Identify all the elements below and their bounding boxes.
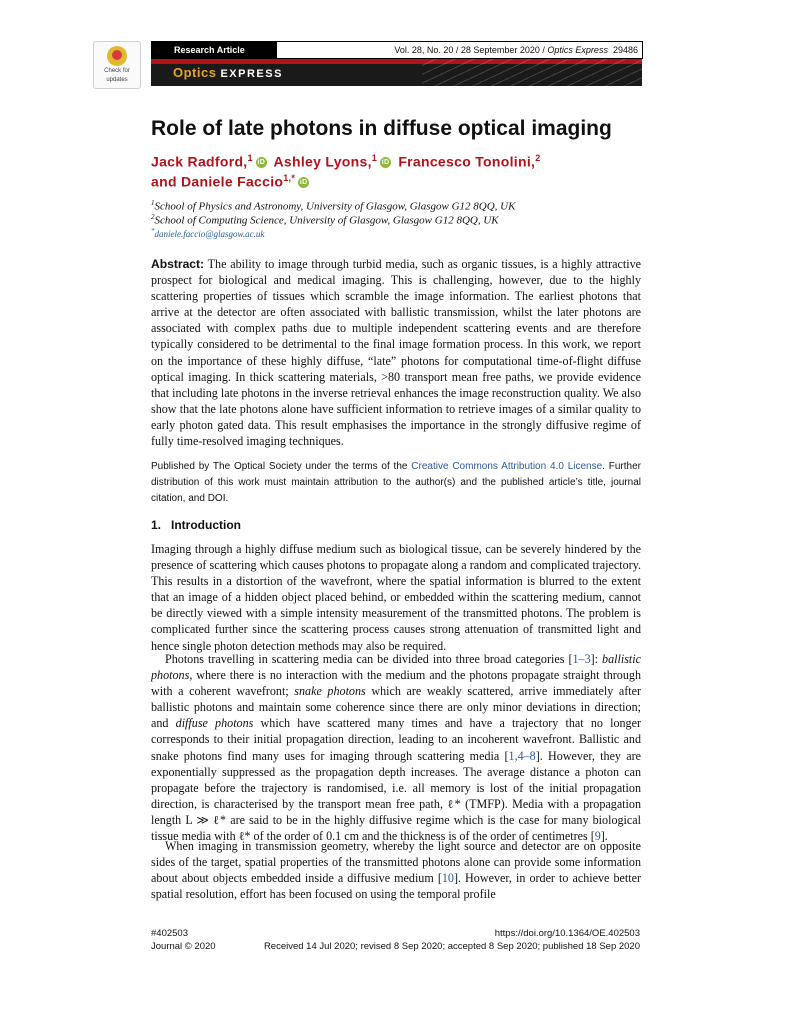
journal-banner	[151, 59, 642, 86]
journal-info	[394, 42, 638, 58]
p2-text: ]. However, they are exponentially suppressed as the propagation depth increases. The average distance a photon can propagate before the trajectory is randomised, i.e. all memory is lost of the initial propagation direction, is characterised by the transport mean free path, ℓ* (TMFP). Media with a propagation length L ≫ ℓ* are said to be in the highly diffusive regime which is the case for many biological tissue media with ℓ* of the order of 0.1 cm and the thickness is of the order of centimetres [	[151, 748, 641, 844]
author-sup: 1	[247, 153, 253, 163]
p2-text: ].	[600, 829, 608, 844]
p2-text: ]:	[590, 652, 603, 666]
header-bar	[151, 41, 643, 59]
author-name: Daniele Faccio	[181, 173, 284, 190]
p3-text: ]. However, in order to achieve better spatial resolution, effort has been focused on using the temporal profile	[151, 871, 641, 902]
paragraph-1: Imaging through a highly diffuse medium such as biological tissue, can be severely hindered by the presence of scattering which causes photons to propagate along a random and complicated trajectory. This results in a distortion of the wavefront, where the spatial information is blurred to the extent that an image of a hidden object placed behind, or embedded within the scattering medium, cannot be directly viewed with a simple intensity measurement of the transmitted photons. The problem is complicated further since the scattering process causes strong attenuation of transmitted light and hence single photon detection methods may also be required.	[151, 542, 641, 653]
email-text: daniele.faccio@glasgow.ac.uk	[154, 229, 265, 239]
license-link[interactable]: Creative Commons Attribution 4.0 License	[411, 461, 603, 472]
citation-link[interactable]: 1,4–8	[508, 748, 536, 763]
citation-link[interactable]: 10	[441, 871, 454, 886]
affiliation-1	[151, 199, 515, 213]
aff-num: 1	[151, 199, 155, 207]
badge-text-1: Check for	[104, 68, 130, 74]
footer-journal: Journal © 2020	[151, 941, 216, 952]
section-heading-text: 1. Introduction	[151, 518, 241, 532]
paper-title: Role of late photons in diffuse optical imaging	[151, 117, 612, 140]
footer-doi[interactable]: https://doi.org/10.1364/OE.402503	[494, 928, 640, 939]
journal-logo	[173, 65, 283, 80]
paragraph-2	[151, 651, 641, 844]
aff-text: School of Physics and Astronomy, University of Glasgow, Glasgow G12 8QQ, UK	[154, 200, 516, 213]
license-statement	[151, 459, 641, 507]
p3-text: When imaging in transmission geometry, whereby the light source and detector are on opposite sides of the target, spatial properties of the transmitted photons alone can provide some information about about objects embedded inside a diffusive medium [	[151, 839, 641, 886]
p2-italic: diffuse photons	[175, 716, 254, 731]
orcid-icon[interactable]: iD	[299, 179, 308, 187]
p2-italic: ballistic photons	[151, 652, 641, 683]
article-type: Research Article	[152, 42, 277, 58]
footer-id: #402503	[151, 928, 188, 939]
authors-line-1	[151, 153, 541, 170]
orcid-icon[interactable]: iD	[381, 159, 390, 167]
banner-streaks	[422, 59, 642, 86]
authors-line-2	[151, 173, 312, 190]
p2-italic: snake photons	[294, 684, 366, 699]
section-heading	[151, 518, 241, 532]
author-name: Francesco Tonolini,	[398, 153, 536, 170]
orcid-icon[interactable]: iD	[257, 159, 266, 167]
author-sup: 1,*	[283, 173, 296, 183]
abstract	[151, 256, 641, 449]
abstract-label: Abstract:	[151, 257, 205, 271]
author-sup: 1	[371, 153, 378, 163]
email-mark: *	[151, 227, 155, 235]
author-name: Ashley Lyons,	[273, 153, 372, 170]
badge-text-2: updates	[106, 77, 128, 83]
abstract-text: The ability to image through turbid media, such as organic tissues, is a highly attractive prospect for biological and medical imaging. This is challenging, however, due to the highly scattering properties of tissues which scramble the image information. The earliest photons that arrive at the detector are often associated with ballistic transmission, whilst the later photons are associated with complex paths due to multiple independent scattering events and are therefore typically considered to be detrimental to the final image formation process. In this work, we report on the importance of these highly diffuse, “late” photons for computational time-of-flight diffuse optical imaging. In thick scattering materials, >80 transport mean free paths, we provide evidence that including late photons in the inverse retrieval enhances the image reconstruction quality. We also show that the late photons alone have sufficient information to retrieve images of a similar quality to early photon gated data. This result emphasises the importance in the strongly diffusive regime of fully time-resolved imaging techniques.	[151, 257, 642, 449]
author-sup: 2	[535, 153, 541, 163]
check-for-updates-badge[interactable]	[93, 41, 141, 89]
license-suffix: . Further distribution of this work must maintain attribution to the author(s) and the published article’s title, journal citation, and DOI.	[151, 461, 641, 504]
affiliation-2	[151, 213, 499, 227]
license-prefix: Published by The Optical Society under the terms of the	[151, 461, 412, 472]
logo-optics: Optics	[173, 65, 217, 80]
journal-info-prefix: Vol. 28, No. 20 / 28 September 2020 /	[394, 45, 548, 55]
page-number: 29486	[612, 45, 638, 55]
p2-text: which are weakly scattered, arrive immediately after ballistic photons and maintain some coherence since there are only minor deviations in direction; and	[151, 684, 641, 731]
paragraph-3	[151, 838, 641, 902]
crossmark-icon	[107, 46, 127, 66]
p2-text: Photons travelling in scattering media can be divided into three broad categories [	[165, 652, 573, 666]
p2-text: , where there is no interaction with the medium and the photons propagate straight through with a coherent wavefront;	[151, 668, 641, 699]
footer-dates: Received 14 Jul 2020; revised 8 Sep 2020; accepted 8 Sep 2020; published 18 Sep 2020	[263, 941, 640, 952]
logo-express: EXPRESS	[220, 68, 283, 80]
citation-link[interactable]: 1–3	[572, 652, 591, 666]
aff-num: 2	[151, 213, 155, 221]
corresponding-email[interactable]	[151, 227, 264, 239]
journal-name: Optics Express	[547, 45, 608, 55]
p2-text: which have scattered many times and have a trajectory that no longer corresponds to their initial propagation direction, leading to an incoherent wavefront. Ballistic and snake photons find many uses for imaging through scattering media [	[151, 716, 641, 763]
author-name: Jack Radford,	[151, 153, 248, 170]
citation-link[interactable]: 9	[594, 829, 601, 844]
aff-text: School of Computing Science, University of Glasgow, Glasgow G12 8QQ, UK	[154, 214, 499, 227]
author-conj: and	[151, 173, 177, 190]
